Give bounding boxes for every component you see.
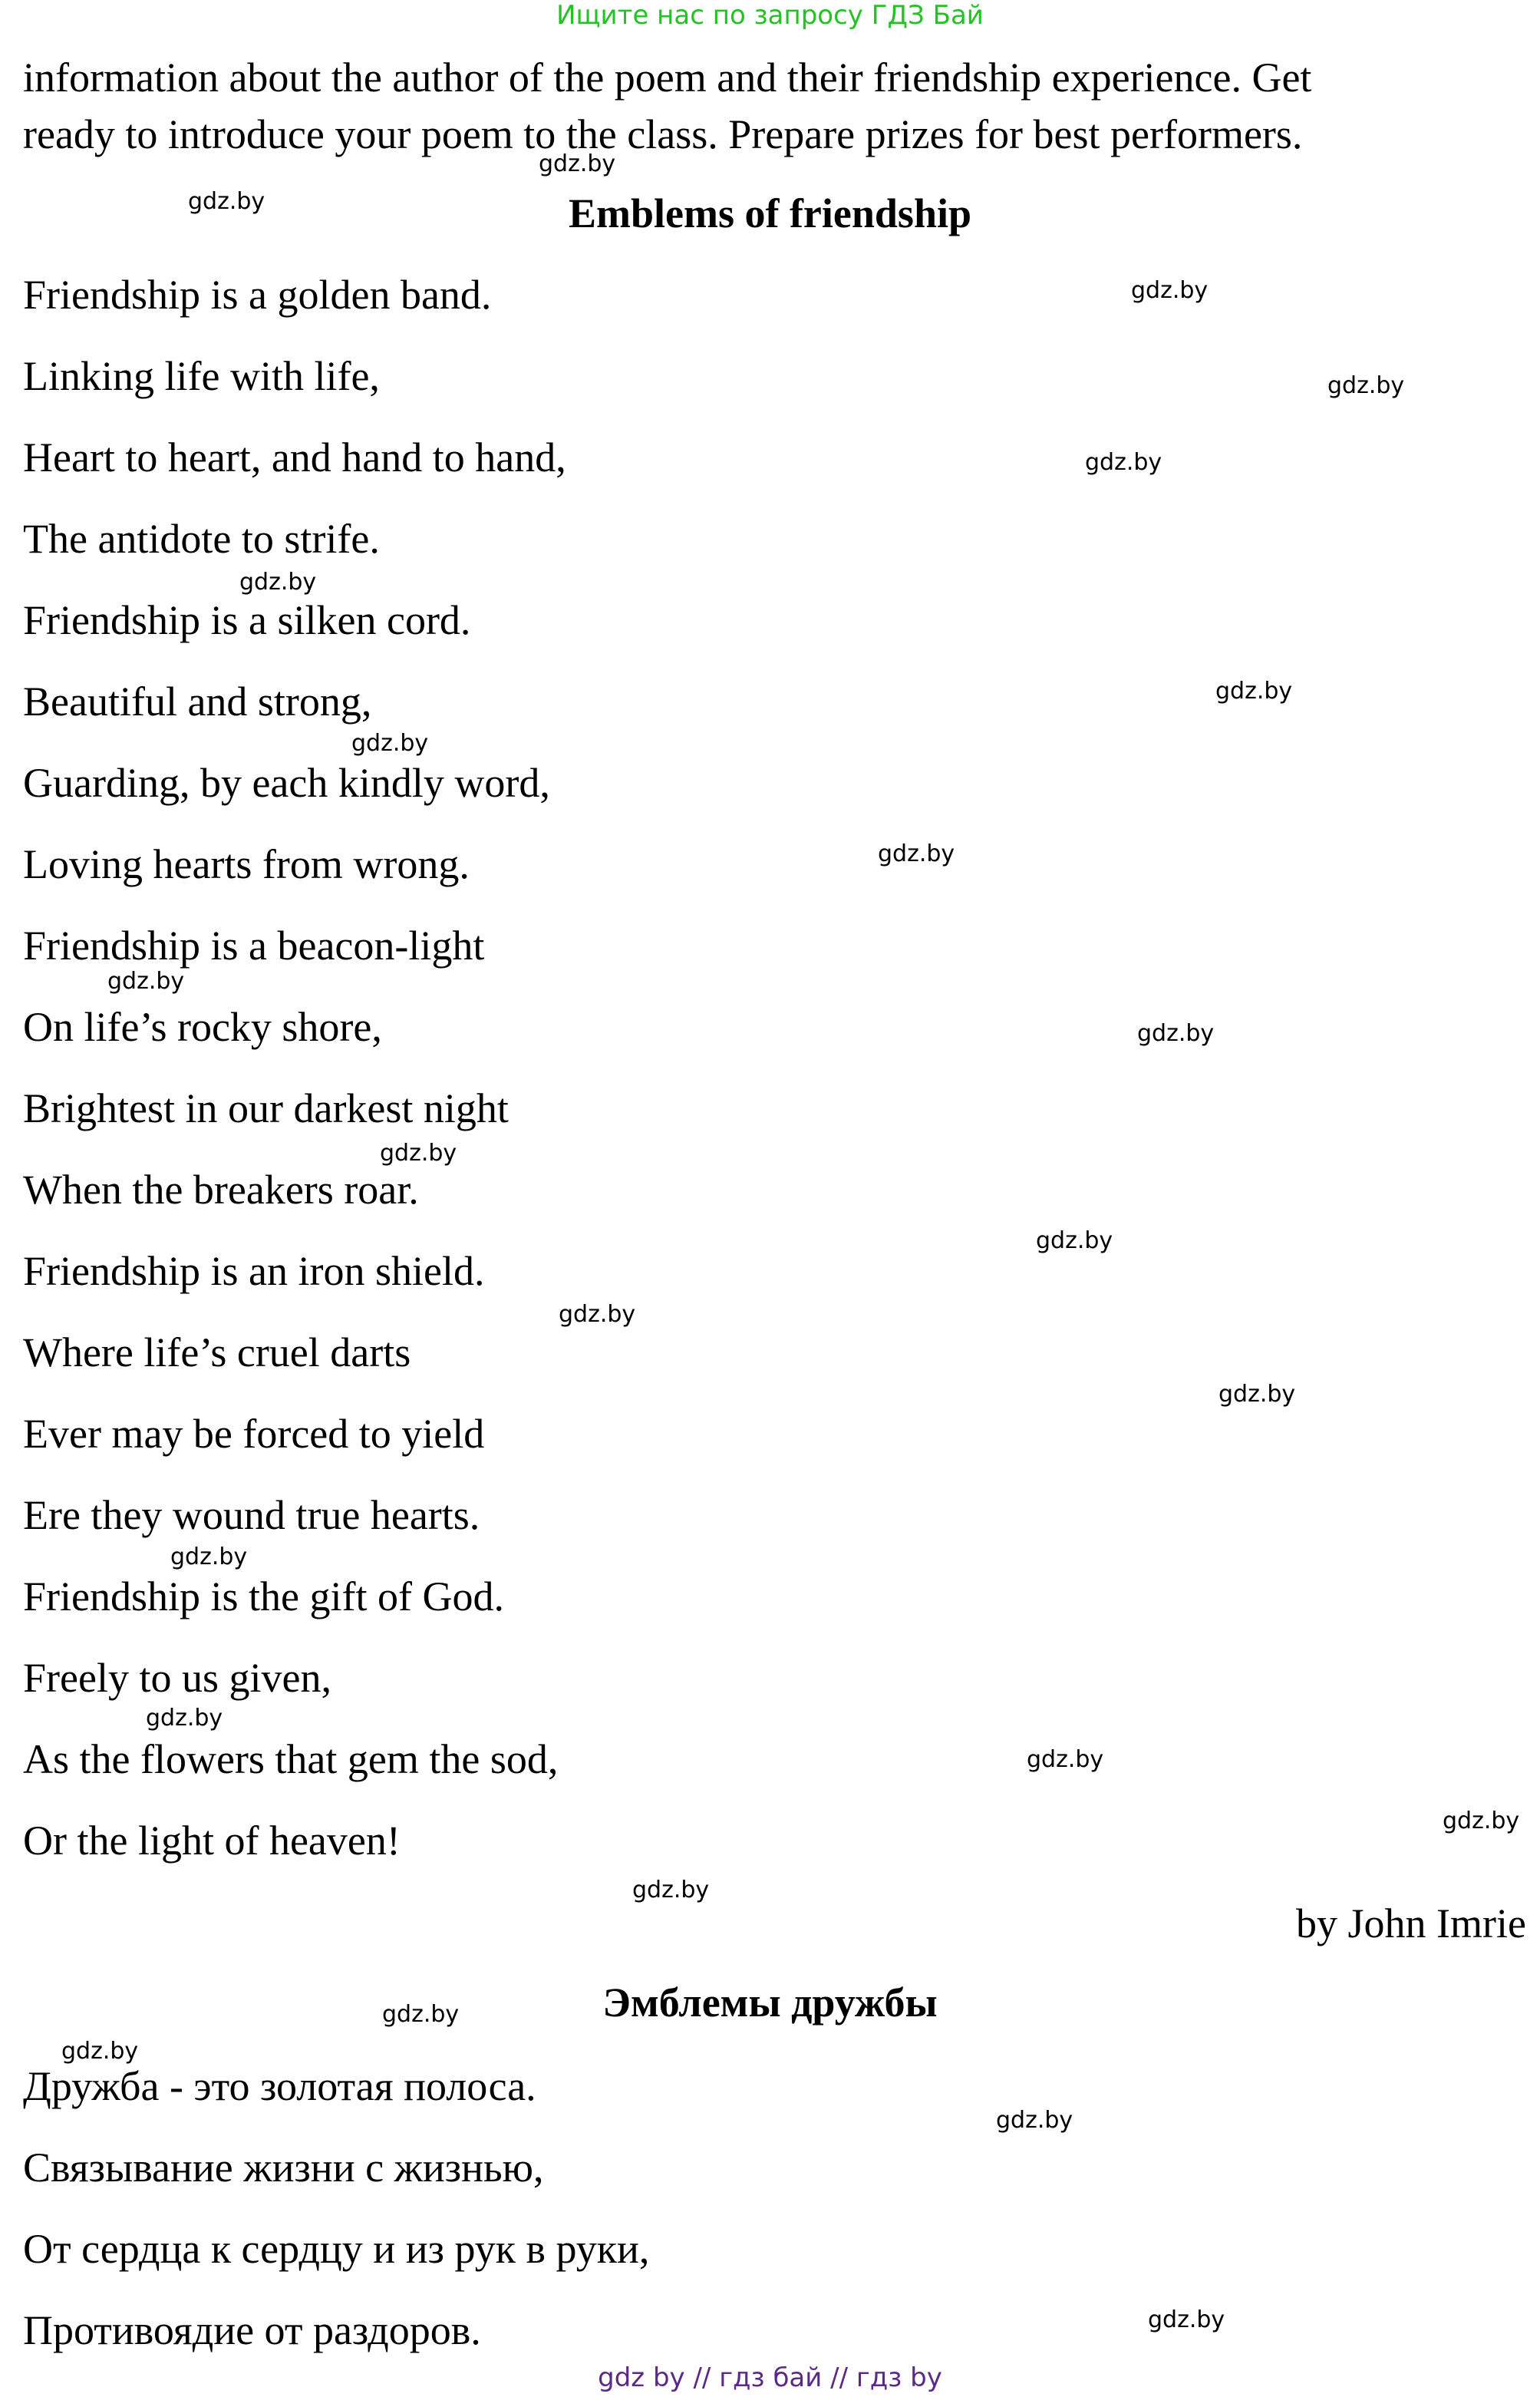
watermark: gdz.by (1148, 2306, 1225, 2333)
poem-line: Freely to us given, (23, 1655, 331, 1701)
poem-title-english: Emblems of friendship (568, 190, 972, 236)
poem-line: Guarding, by each kindly word, (23, 760, 550, 806)
poem-line: Связывание жизни с жизнью, (23, 2144, 544, 2191)
poem-line: Where life’s cruel darts (23, 1329, 411, 1375)
poem-line: Brightest in our darkest night (23, 1085, 509, 1131)
watermark: gdz.by (1215, 678, 1293, 705)
poem-line: Friendship is a beacon-light (23, 923, 485, 969)
poem-line: When the breakers roar. (23, 1167, 419, 1213)
poem-line: On life’s rocky shore, (23, 1004, 382, 1050)
watermark: gdz.by (559, 1301, 636, 1328)
watermark: gdz.by (1327, 372, 1405, 399)
watermark: gdz.by (632, 1877, 710, 1903)
poem-line: Or the light of heaven! (23, 1818, 401, 1864)
top-banner: Ищите нас по запросу ГДЗ Бай (556, 0, 984, 31)
watermark: gdz.by (170, 1544, 248, 1570)
watermark: gdz.by (239, 569, 317, 596)
poem-line: Loving hearts from wrong. (23, 841, 470, 887)
intro-line-2: ready to introduce your poem to the class. Prepare prizes for best performers. (23, 111, 1303, 157)
poem-line: Friendship is the gift of God. (23, 1573, 504, 1619)
poem-line: Beautiful and strong, (23, 678, 372, 725)
watermark: gdz.by (1036, 1227, 1113, 1254)
poem-line: Heart to heart, and hand to hand, (23, 434, 566, 480)
watermark: gdz.by (351, 730, 429, 757)
bottom-banner: gdz by // гдз бай // гдз by (598, 2362, 942, 2393)
poem-title-russian: Эмблемы дружбы (602, 1979, 938, 2026)
poem-line: Friendship is a silken cord. (23, 597, 471, 643)
poem-line: Ere they wound true hearts. (23, 1492, 480, 1538)
watermark: gdz.by (996, 2107, 1073, 2134)
poem-line: Linking life with life, (23, 353, 380, 399)
watermark: gdz.by (1137, 1020, 1215, 1047)
watermark: gdz.by (380, 1140, 457, 1167)
watermark: gdz.by (107, 968, 185, 995)
intro-paragraph (23, 49, 1527, 163)
poem-english (23, 270, 566, 1897)
intro-line-1: information about the author of the poem and their friendship experience. Get (23, 54, 1312, 101)
poem-line: Friendship is an iron shield. (23, 1248, 485, 1294)
poem-line: Ever may be forced to yield (23, 1411, 485, 1457)
watermark: gdz.by (878, 840, 955, 867)
watermark: gdz.by (146, 1705, 223, 1732)
watermark: gdz.by (1131, 277, 1209, 304)
watermark: gdz.by (382, 2001, 460, 2028)
watermark: gdz.by (1443, 1808, 1520, 1834)
poem-author: by John Imrie (1296, 1900, 1526, 1946)
poem-line: От сердца к сердцу и из рук в руки, (23, 2226, 650, 2272)
poem-line: Friendship is a golden band. (23, 272, 492, 318)
watermark: gdz.by (539, 150, 616, 177)
poem-line: Противоядие от раздоров. (23, 2307, 481, 2353)
poem-russian (23, 2062, 649, 2387)
watermark: gdz.by (1218, 1381, 1296, 1408)
poem-line: As the flowers that gem the sod, (23, 1736, 559, 1782)
watermark: gdz.by (1027, 1746, 1104, 1773)
watermark: gdz.by (61, 2038, 139, 2065)
poem-line: Дружба - это золотая полоса. (23, 2063, 536, 2109)
watermark: gdz.by (188, 188, 265, 215)
watermark: gdz.by (1085, 449, 1162, 476)
poem-line: The antidote to strife. (23, 516, 380, 562)
